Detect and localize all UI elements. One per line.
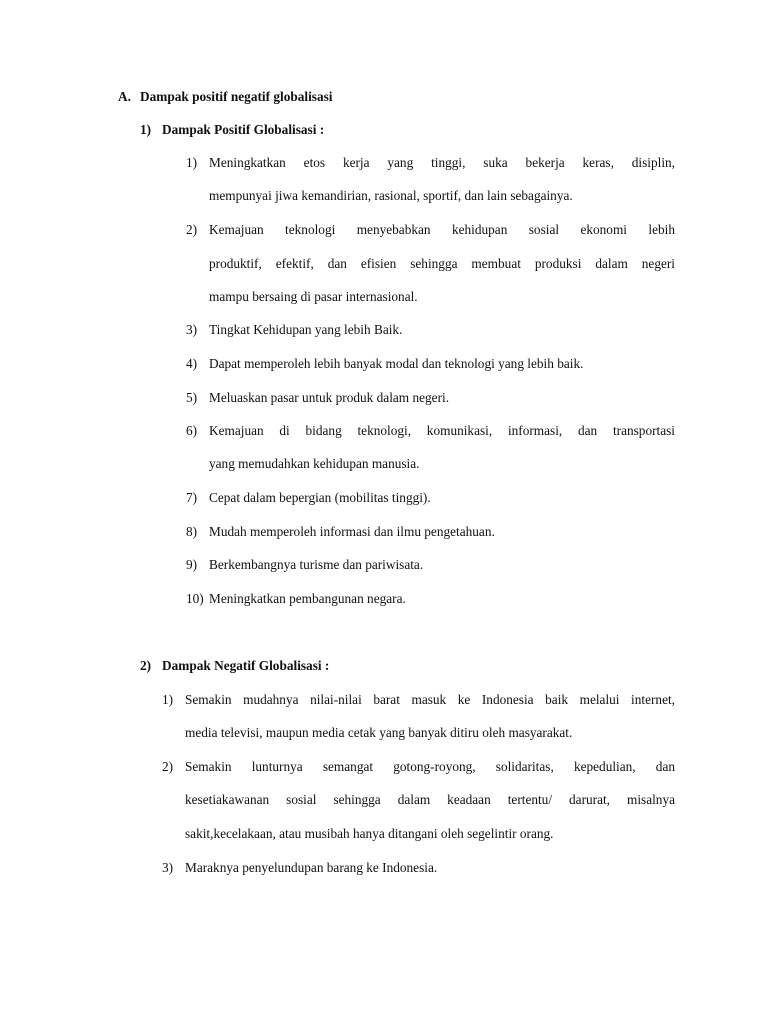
subheading-negative-marker: 2) xyxy=(140,658,152,673)
item-text-line: Dapat memperoleh lebih banyak modal dan teknologi yang lebih baik. xyxy=(209,356,584,371)
item-text-line: Kemajuan di bidang teknologi, komunikasi, informasi, dan transportasi xyxy=(209,423,675,438)
item-text-line: Meningkatkan etos kerja yang tinggi, suka bekerja keras, disiplin, xyxy=(209,155,675,170)
item-text-line: Semakin lunturnya semangat gotong-royong, solidaritas, kepedulian, dan xyxy=(185,759,675,774)
item-text-line: Semakin mudahnya nilai-nilai barat masuk ke Indonesia baik melalui internet, xyxy=(185,692,675,707)
item-text-line: Berkembangnya turisme dan pariwisata. xyxy=(209,557,424,572)
item-text-line: yang memudahkan kehidupan manusia. xyxy=(209,456,420,471)
item-text-line: Tingkat Kehidupan yang lebih Baik. xyxy=(209,322,403,337)
subheading-positive-title: Dampak Positif Globalisasi : xyxy=(162,122,325,137)
item-text-line: Cepat dalam bepergian (mobilitas tinggi). xyxy=(209,490,431,505)
section-title: Dampak positif negatif globalisasi xyxy=(140,89,333,104)
item-text-line: sakit,kecelakaan, atau musibah hanya ditangani oleh segelintir orang. xyxy=(185,826,554,841)
item-number: 1) xyxy=(186,155,198,170)
item-number: 3) xyxy=(162,860,174,875)
item-number: 2) xyxy=(162,759,174,774)
item-number: 3) xyxy=(186,322,198,337)
item-number: 7) xyxy=(186,490,198,505)
item-number: 8) xyxy=(186,524,198,539)
item-text-line: media televisi, maupun media cetak yang banyak ditiru oleh masyarakat. xyxy=(185,725,573,740)
item-number: 6) xyxy=(186,423,198,438)
item-number: 5) xyxy=(186,390,198,405)
item-text-line: Kemajuan teknologi menyebabkan kehidupan sosial ekonomi lebih xyxy=(209,222,675,237)
item-number: 4) xyxy=(186,356,198,371)
item-text-line: Meluaskan pasar untuk produk dalam negeri. xyxy=(209,390,450,405)
item-number: 1) xyxy=(162,692,174,707)
item-text-line: produktif, efektif, dan efisien sehingga membuat produksi dalam negeri xyxy=(209,256,675,271)
item-text-line: Meningkatkan pembangunan negara. xyxy=(209,591,406,606)
item-text-line: Mudah memperoleh informasi dan ilmu pengetahuan. xyxy=(209,524,495,539)
item-text-line: mampu bersaing di pasar internasional. xyxy=(209,289,418,304)
item-text-line: Maraknya penyelundupan barang ke Indonesia. xyxy=(185,860,438,875)
item-number: 10) xyxy=(186,591,204,606)
item-text-line: kesetiakawanan sosial sehingga dalam keadaan tertentu/ darurat, misalnya xyxy=(185,792,675,807)
subheading-negative-title: Dampak Negatif Globalisasi : xyxy=(162,658,330,673)
subheading-positive-marker: 1) xyxy=(140,122,152,137)
item-number: 2) xyxy=(186,222,198,237)
item-number: 9) xyxy=(186,557,198,572)
section-marker: A. xyxy=(118,89,131,104)
item-text-line: mempunyai jiwa kemandirian, rasional, sportif, dan lain sebagainya. xyxy=(209,188,573,203)
